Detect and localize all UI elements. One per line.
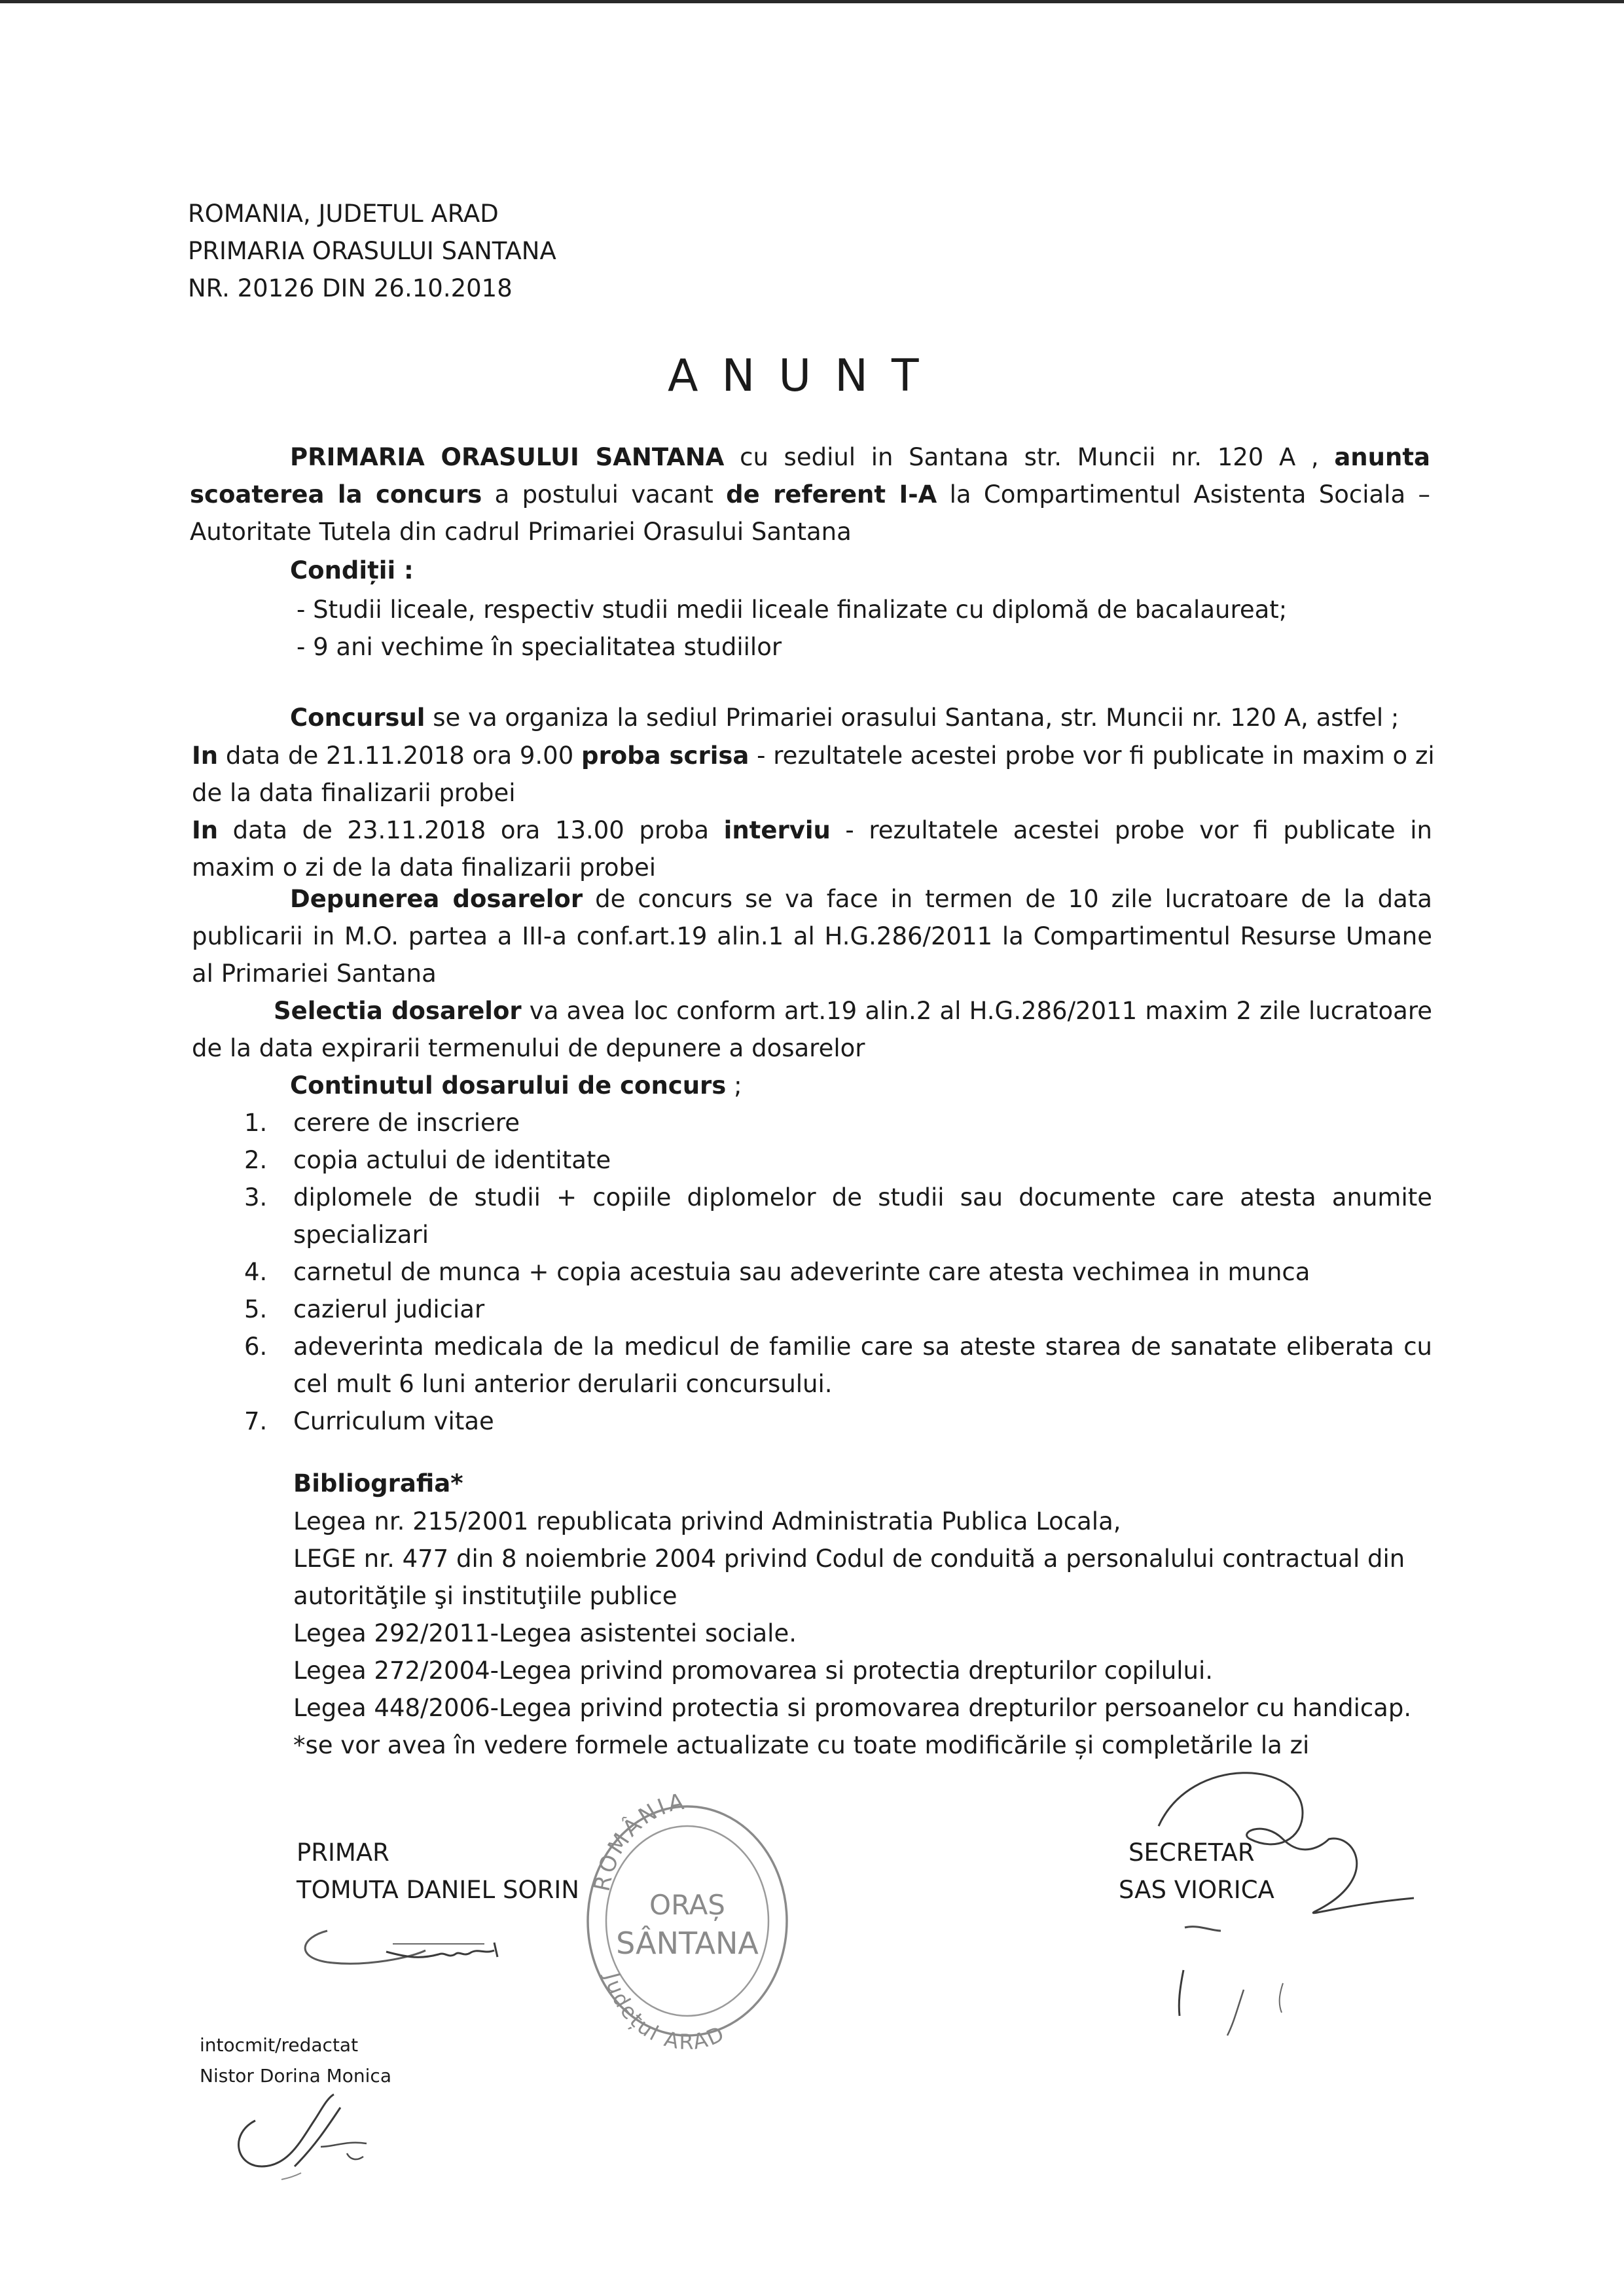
footer-label: intocmit/redactat <box>200 2034 359 2056</box>
concurs-line: Concursul se va organiza la sediul Primariei orasului Santana, str. Muncii nr. 120 A, astfel ; <box>290 704 1399 732</box>
bibliography-note: *se vor avea în vedere formele actualizate cu toate modificările și completările la zi <box>293 1731 1310 1759</box>
stamp-bottom-text: Județul ARAD <box>599 1970 730 2054</box>
top-border-line <box>0 0 1624 3</box>
list-item: cazierul judiciar <box>293 1295 485 1323</box>
document-title: ANUNT <box>668 350 943 402</box>
footer-name: Nistor Dorina Monica <box>200 2065 391 2087</box>
primar-title: PRIMAR <box>297 1839 389 1867</box>
proba-interviu-line: In data de 23.11.2018 ora 13.00 proba interviu - rezultatele acestei probe vor fi publicate in <box>192 816 1432 844</box>
bibliography-item: autorităţile şi instituţiile publice <box>293 1582 677 1610</box>
list-item: carnetul de munca + copia acestuia sau adeverinte care atesta vechimea in munca <box>293 1258 1310 1286</box>
list-number: 4. <box>244 1258 268 1286</box>
stamp-center-2: SÂNTANA <box>616 1926 759 1961</box>
intro-line-3: Autoritate Tutela din cadrul Primariei Orasului Santana <box>190 518 852 546</box>
header-line-3: NR. 20126 DIN 26.10.2018 <box>188 274 513 302</box>
footer-signature <box>216 2081 399 2179</box>
intro-line-1: PRIMARIA ORASULUI SANTANA cu sediul in Santana str. Muncii nr. 120 A , anunta <box>290 443 1430 471</box>
official-stamp <box>576 1788 799 2054</box>
primar-name: TOMUTA DANIEL SORIN <box>297 1876 579 1904</box>
bibliography-item: Legea 272/2004-Legea privind promovarea si protectia drepturilor copilului. <box>293 1657 1214 1685</box>
stamp-top-text: ROMÂNIA <box>588 1788 689 1894</box>
list-number: 2. <box>244 1146 268 1174</box>
header-line-1: ROMANIA, JUDETUL ARAD <box>188 200 499 228</box>
list-number: 5. <box>244 1295 268 1323</box>
proba-interviu-line-2: maxim o zi de la data finalizarii probei <box>192 853 657 882</box>
list-number: 1. <box>244 1109 268 1137</box>
svg-text:ROMÂNIA <box>589 1788 689 1893</box>
header-line-2: PRIMARIA ORASULUI SANTANA <box>188 237 556 265</box>
selectia-line-2: de la data expirarii termenului de depunere a dosarelor <box>192 1034 865 1062</box>
list-number: 3. <box>244 1183 268 1211</box>
list-number: 7. <box>244 1407 268 1435</box>
stamp-center-1: ORAȘ <box>649 1889 725 1921</box>
bibliography-item: Legea 292/2011-Legea asistentei sociale. <box>293 1619 797 1647</box>
institution-name: PRIMARIA ORASULUI SANTANA <box>290 443 725 471</box>
list-number: 6. <box>244 1333 268 1361</box>
depunerea-line-3: al Primariei Santana <box>192 960 437 988</box>
list-item: cerere de inscriere <box>293 1109 520 1137</box>
list-item: adeverinta medicala de la medicul de familie care sa ateste starea de sanatate eliberata cu <box>293 1333 1432 1361</box>
bibliography-item: LEGE nr. 477 din 8 noiembrie 2004 privind Codul de conduită a personalului contractual din <box>293 1545 1405 1573</box>
post-name: de referent I-A <box>726 480 937 509</box>
condition-item-2: - 9 ani vechime în specialitatea studiilor <box>297 633 782 661</box>
proba-scrisa-line-2: de la data finalizarii probei <box>192 779 516 807</box>
secretar-name: SAS VIORICA <box>1119 1876 1274 1904</box>
proba-scrisa-line: In data de 21.11.2018 ora 9.00 proba scrisa - rezultatele acestei probe vor fi publicate in maxim o zi <box>192 742 1435 770</box>
list-item: Curriculum vitae <box>293 1407 494 1435</box>
bibliography-item: Legea 448/2006-Legea privind protectia si promovarea drepturilor persoanelor cu handicap. <box>293 1694 1412 1722</box>
list-item-continuation: specializari <box>293 1221 429 1249</box>
list-item: diplomele de studii + copiile diplomelor de studii sau documente care atesta anumite <box>293 1183 1432 1211</box>
continut-heading: Continutul dosarului de concurs ; <box>290 1071 742 1100</box>
depunerea-line-2: publicarii in M.O. partea a III-a conf.art.19 alin.1 al H.G.286/2011 la Compartimentul Resurse Umane <box>192 922 1432 950</box>
secretar-title: SECRETAR <box>1128 1839 1255 1867</box>
secretar-signature <box>1106 1741 1447 2068</box>
intro-line-2: scoaterea la concurs a postului vacant de referent I-A la Compartimentul Asistenta Sociala – <box>190 480 1430 509</box>
bibliography-item: Legea nr. 215/2001 republicata privind Administratia Publica Locala, <box>293 1507 1121 1535</box>
condition-item-1: - Studii liceale, respectiv studii medii liceale finalizate cu diplomă de bacalaureat; <box>297 596 1288 624</box>
bibliography-heading: Bibliografia* <box>293 1469 463 1498</box>
list-item: copia actului de identitate <box>293 1146 611 1174</box>
depunerea-line-1: Depunerea dosarelor de concurs se va face in termen de 10 zile lucratoare de la data <box>290 885 1432 913</box>
conditions-heading: Condiții : <box>290 556 414 584</box>
primar-signature <box>288 1911 524 1983</box>
selectia-line-1: Selectia dosarelor va avea loc conform art.19 alin.2 al H.G.286/2011 maxim 2 zile lucratoare <box>274 997 1432 1025</box>
list-item-continuation: cel mult 6 luni anterior derularii concursului. <box>293 1370 833 1398</box>
